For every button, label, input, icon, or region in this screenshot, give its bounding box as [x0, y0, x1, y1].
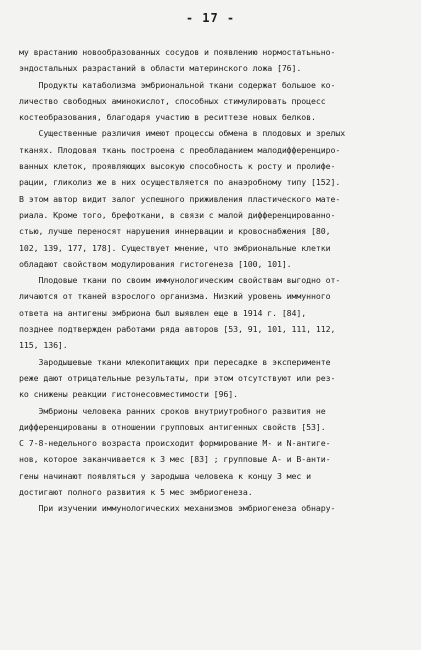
text-line: Плодовые ткани по своим иммунологическим свойствам выгодно от-	[19, 275, 341, 286]
text-line: костеобразования, благодаря участию в реситтезе новых белков.	[19, 112, 316, 123]
text-line: обладают свойством модулирования гистогенеза [100, 101].	[19, 258, 292, 269]
text-line: ко снижены реакции гистонесовместимости [96].	[19, 389, 239, 400]
text-line: Эмбрионы человека ранних сроков внутриутробного развития не	[19, 405, 326, 416]
text-line: Существенные различия имеют процессы обмена в плодовых и зрелых	[19, 128, 346, 139]
text-line: личество свободных аминокислот, способных стимулировать процесс	[19, 95, 326, 106]
text-line: риала. Кроме того, брефоткани, в связи с малой дифференцированно-	[19, 209, 336, 220]
text-line: Зародышевые ткани млекопитающих при пересадке в эксперименте	[19, 356, 331, 367]
text-line: Продукты катаболизма эмбриональной ткани содержат большое ко-	[19, 79, 336, 90]
body-text	[19, 44, 405, 517]
text-line: ванных клеток, проявляющих высокую способность к росту и пролифе-	[19, 161, 336, 172]
page-number: - 17 -	[185, 11, 236, 25]
text-line: рации, гликолиз же в них осуществляется по анаэробному типу [152].	[19, 177, 341, 188]
text-line: тканях. Плодовая ткань построена с преобладанием малодифференциро-	[19, 144, 341, 155]
text-line: С 7-8-недельного возраста происходит формирование М- и N-антиге-	[19, 438, 331, 449]
text-line: ответа на антигены эмбриона был выявлен еще в 1914 г. [84],	[19, 307, 307, 318]
text-line: эндостальных разрастаний в области материнского ложа [76].	[19, 63, 302, 74]
text-line: 102, 139, 177, 178]. Существует мнение, что эмбриональные клетки	[19, 242, 331, 253]
text-line: нов, которое заканчивается к 3 мес [83] ; групповые А- и В-анти-	[19, 454, 331, 465]
text-line: стью, лучше переносят нарушения иннервации и кровоснабжения [80,	[19, 226, 331, 237]
text-line: В этом автор видит залог успешного приживления пластического мате-	[19, 193, 341, 204]
text-line: позднее подтвержден работами ряда авторов [53, 91, 101, 111, 112,	[19, 324, 336, 335]
text-line: гены начинают появляться у зародыша человека к концу 3 мес и	[19, 470, 312, 481]
text-line: При изучении иммунологических механизмов эмбриогенеза обнару-	[19, 503, 336, 514]
text-line: личаются от тканей взрослого организма. Низкий уровень иммунного	[19, 291, 331, 302]
text-line: му врастанию новообразованных сосудов и появлению нормостатьньно-	[19, 47, 336, 57]
text-line: 115, 136].	[19, 340, 68, 351]
text-line: дифференцированы в отношении групповых антигенных свойств [53].	[19, 421, 326, 432]
text-line: достигают полного развития к 5 мес эмбриогенеза.	[19, 487, 253, 498]
text-line: реже дают отрицательные результаты, при этом отсутствуют или рез-	[19, 372, 336, 383]
